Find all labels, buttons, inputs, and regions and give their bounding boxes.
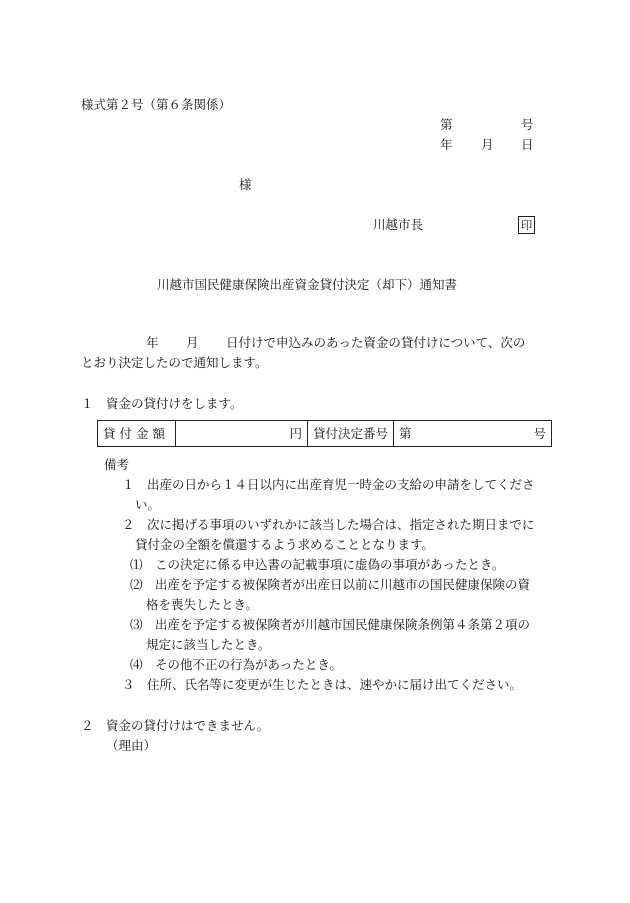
decision-number-cell xyxy=(394,421,552,447)
remark-2-sub-3-line-1: ⑶ 出産を予定する被保険者が川越市国民健康保険条例第４条第２項の xyxy=(130,617,531,632)
remark-2-sub-2-line-1: ⑵ 出産を予定する被保険者が出産日以前に川越市の国民健康保険の資 xyxy=(130,577,531,592)
doc-number-suffix: 号 xyxy=(521,117,534,132)
decision-number-label: 貸付決定番号 xyxy=(308,421,394,447)
remark-2-sub-2-line-2: 格を喪失したとき。 xyxy=(146,597,259,612)
date-day: 日 xyxy=(521,137,534,152)
document-title: 川越市国民健康保険出産資金貸付決定（却下）通知書 xyxy=(157,277,458,292)
date-year: 年 xyxy=(440,137,453,152)
remarks-heading: 備考 xyxy=(104,457,130,472)
remark-2-sub-3-line-2: 規定に該当したとき。 xyxy=(146,637,271,652)
intro-year: 年 xyxy=(146,335,159,350)
section-2-heading: ２ 資金の貸付けはできません。 xyxy=(81,718,270,733)
intro-line-1: 日付けで申込みのあった資金の貸付けについて、次の xyxy=(226,335,526,350)
issuer-name: 川越市長 xyxy=(373,217,424,232)
remark-1-line-2: い。 xyxy=(135,497,161,512)
remark-2-sub-4: ⑷ その他不正の行為があったとき。 xyxy=(130,657,342,672)
decision-number-suffix: 号 xyxy=(533,426,546,441)
decision-number-prefix: 第 xyxy=(399,426,412,441)
remark-2-line-1: ２ 次に掲げる事項のいずれかに該当した場合は、指定された期日までに xyxy=(122,517,535,532)
seal-mark: 印 xyxy=(518,216,535,234)
loan-amount-label: 貸付金額 xyxy=(98,421,176,447)
loan-amount-table xyxy=(97,420,552,447)
form-label: 様式第２号（第６条関係） xyxy=(81,97,232,112)
intro-line-2: とおり決定したので通知します。 xyxy=(81,355,268,370)
section-1-heading: １ 資金の貸付けをします。 xyxy=(81,396,243,411)
remark-1-line-1: １ 出産の日から１４日以内に出産育児一時金の支給の申請をしてくださ xyxy=(122,477,535,492)
remark-2-sub-1: ⑴ この決定に係る申込書の記載事項に虚偽の事項があったとき。 xyxy=(130,557,505,572)
loan-amount-unit: 円 xyxy=(176,421,308,447)
doc-number-prefix: 第 xyxy=(440,117,453,132)
intro-month: 月 xyxy=(186,335,199,350)
remark-3: ３ 住所、氏名等に変更が生じたときは、速やかに届け出てください。 xyxy=(122,677,523,692)
remark-2-line-2: 貸付金の全額を償還するよう求めることとなります。 xyxy=(135,537,435,552)
date-month: 月 xyxy=(481,137,494,152)
section-2-reason-label: （理由） xyxy=(106,738,157,753)
addressee-suffix: 様 xyxy=(239,177,252,192)
